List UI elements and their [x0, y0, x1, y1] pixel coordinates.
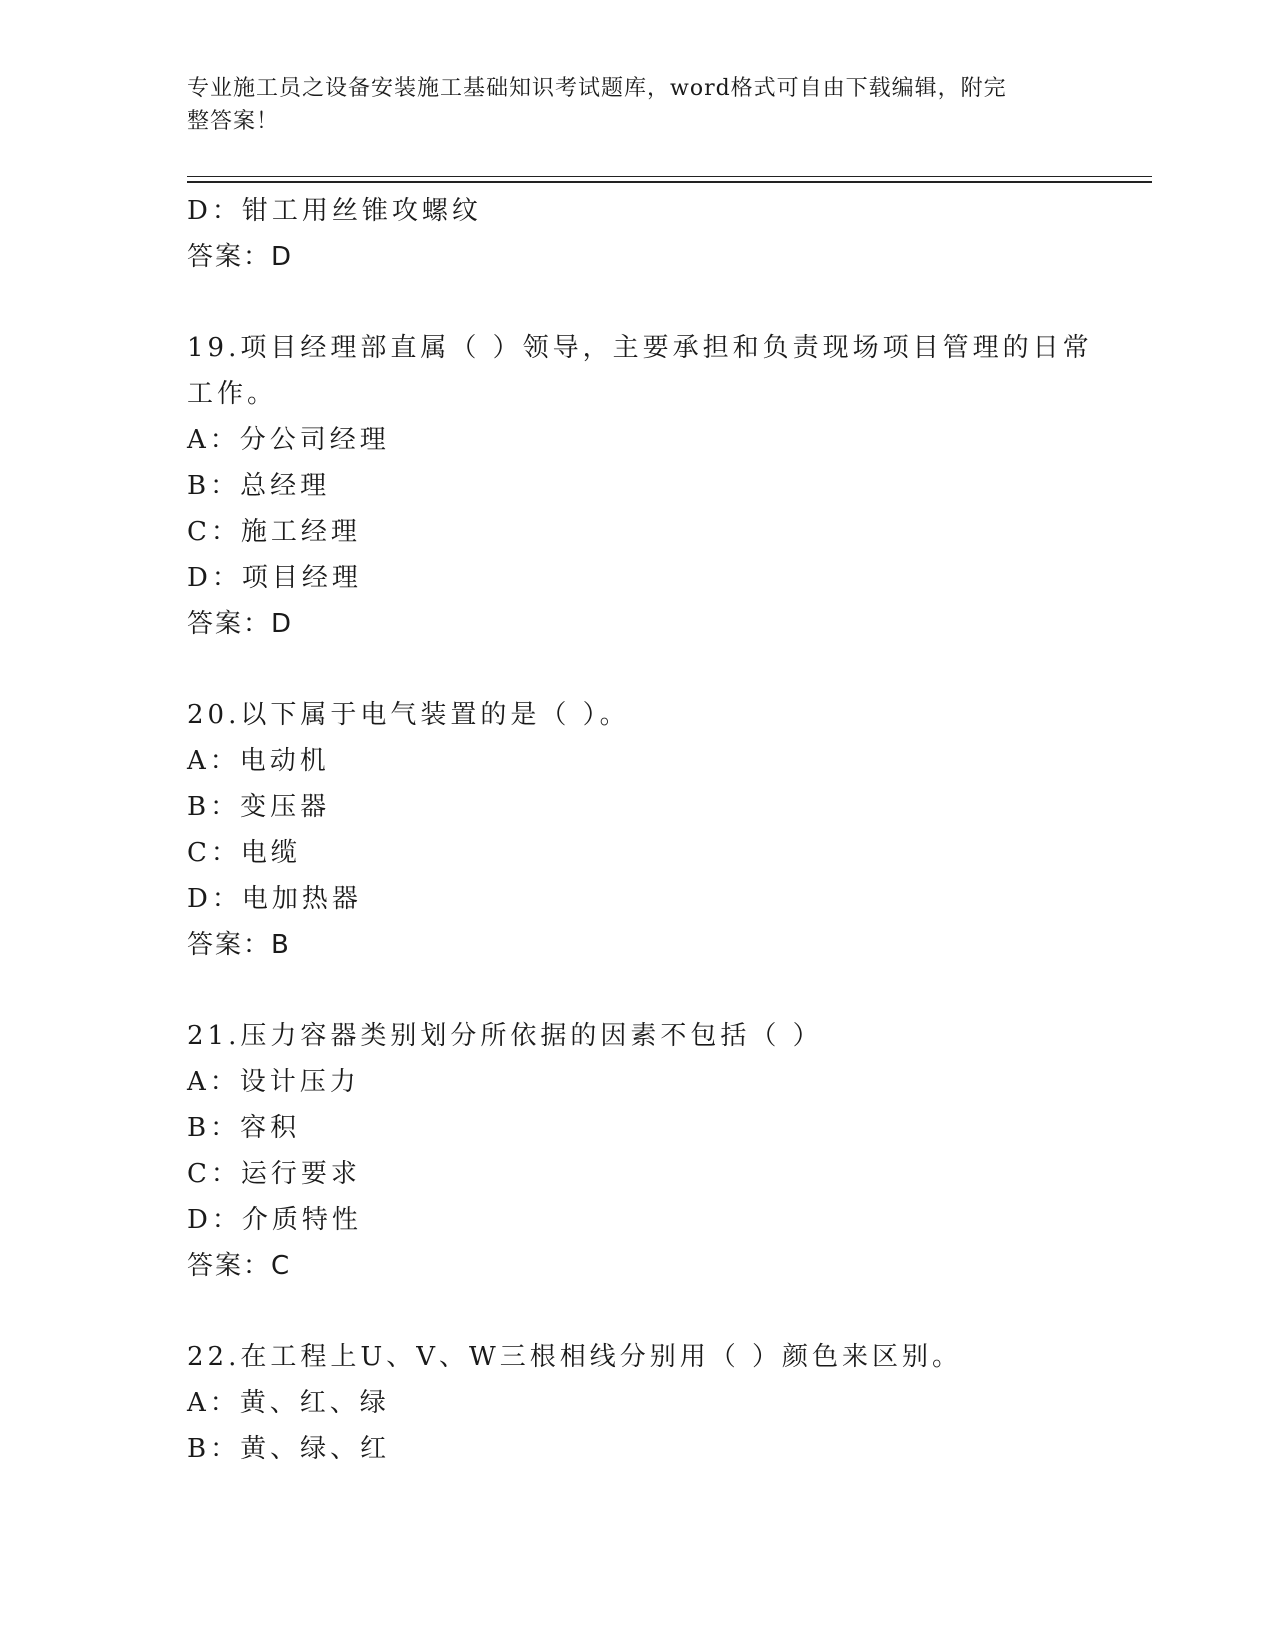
- option-b: B：黄、绿、红: [187, 1434, 391, 1464]
- question-stem: 20.以下属于电气装置的是（ ）。: [187, 700, 630, 730]
- question-18-tail: [187, 188, 1087, 280]
- header-line-2: 整答案！: [187, 109, 280, 134]
- option-a: A：电动机: [187, 746, 330, 776]
- option-b: B：总经理: [187, 471, 331, 501]
- question-20: [187, 692, 1087, 968]
- question-stem: 19.项目经理部直属（ ）领导，主要承担和负责现场项目管理的日常: [187, 333, 1093, 363]
- option-b: B：容积: [187, 1113, 301, 1143]
- question-19: [187, 325, 1093, 647]
- option-d: D：钳工用丝锥攻螺纹: [187, 196, 482, 226]
- question-stem-continued: 工作。: [187, 379, 278, 409]
- answer-line: 答案：D: [187, 609, 294, 639]
- answer-line: 答案：D: [187, 242, 294, 272]
- option-c: C：电缆: [187, 838, 301, 868]
- option-c: C：施工经理: [187, 517, 361, 547]
- option-a: A：设计压力: [187, 1067, 360, 1097]
- option-a: A：分公司经理: [187, 425, 390, 455]
- header-line-1: 专业施工员之设备安装施工基础知识考试题库，word格式可自由下载编辑，附完: [187, 76, 1007, 101]
- question-list: [187, 188, 1093, 1472]
- option-c: C：运行要求: [187, 1159, 361, 1189]
- question-stem: 22.在工程上U、V、W三根相线分别用（ ）颜色来区别。: [187, 1342, 963, 1372]
- option-b: B：变压器: [187, 792, 331, 822]
- question-22: [187, 1334, 1087, 1472]
- answer-line: 答案：B: [187, 930, 291, 960]
- header-divider-thin: [187, 176, 1152, 177]
- document-header: [187, 72, 1067, 138]
- option-d: D：项目经理: [187, 563, 362, 593]
- option-d: D：介质特性: [187, 1205, 362, 1235]
- header-divider-thick: [187, 181, 1152, 183]
- question-stem: 21.压力容器类别划分所依据的因素不包括（ ）: [187, 1021, 823, 1051]
- answer-line: 答案：C: [187, 1251, 292, 1281]
- option-a: A：黄、红、绿: [187, 1388, 390, 1418]
- question-21: [187, 1013, 1087, 1289]
- option-d: D：电加热器: [187, 884, 362, 914]
